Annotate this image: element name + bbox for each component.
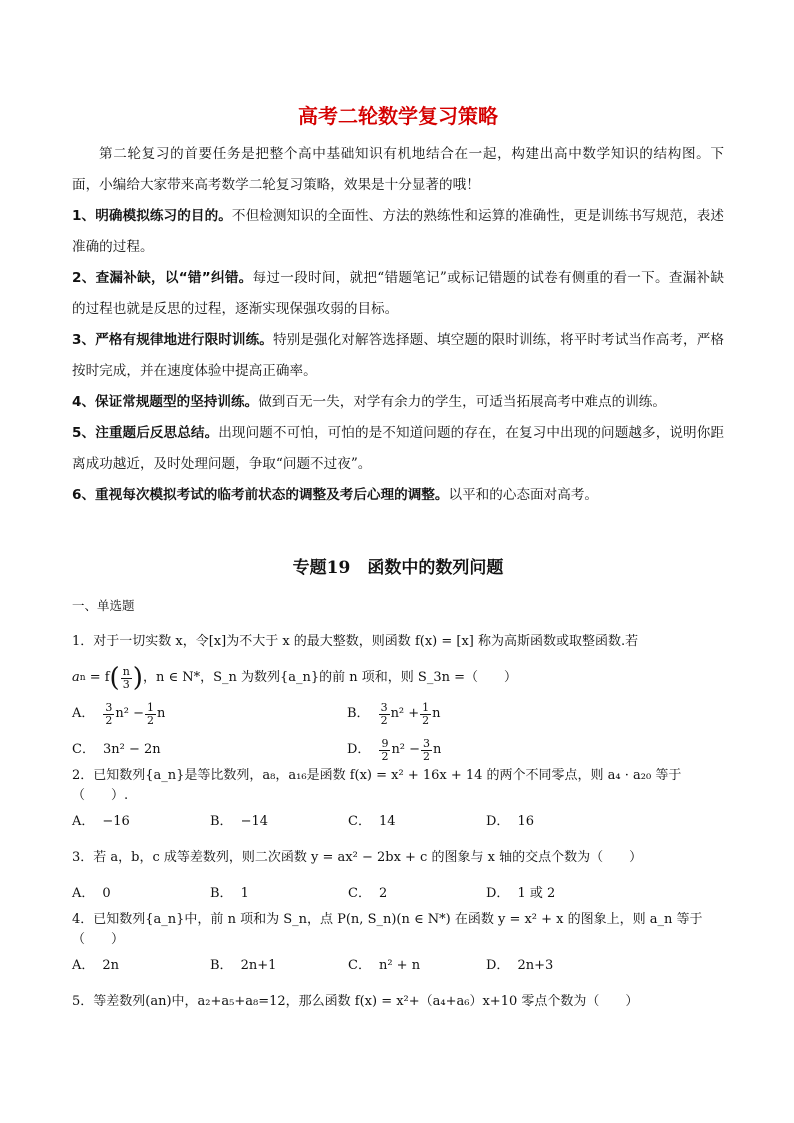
frac-num: 3 xyxy=(105,700,113,714)
fraction xyxy=(379,738,390,763)
option-text: 16 xyxy=(517,814,534,829)
option-label: D． xyxy=(486,814,510,829)
option-text: 2n xyxy=(102,958,120,973)
option-text: n xyxy=(433,742,442,757)
option-a[interactable] xyxy=(72,876,210,912)
question-1-options xyxy=(72,696,724,768)
option-text: n² − xyxy=(391,742,421,757)
strategy-body: 做到百无一失，对学有余力的学生，可适当拓展高考中难点的训练。 xyxy=(258,394,666,410)
strategy-body: 出现问题不可怕，可怕的是不知道问题的存在，在复习中出现的问题越多，说明你距离成功越近，及时处理问题，争取“问题不过夜”。 xyxy=(72,425,724,472)
q1-frac-den: 3 xyxy=(122,677,130,691)
question-4 xyxy=(72,912,724,984)
frac-den: 2 xyxy=(381,749,389,763)
fraction xyxy=(379,702,390,727)
option-label: A． xyxy=(72,706,95,721)
fraction xyxy=(145,702,156,727)
question-3 xyxy=(72,840,724,912)
option-c[interactable] xyxy=(348,948,486,984)
option-label: D． xyxy=(486,958,510,973)
option-label: B． xyxy=(347,706,370,721)
strategy-item xyxy=(72,418,724,480)
option-text: n² + xyxy=(390,706,420,721)
fraction xyxy=(420,702,431,727)
option-label: C． xyxy=(72,742,95,757)
frac-den: 2 xyxy=(380,713,388,727)
option-d[interactable] xyxy=(486,948,624,984)
question-5 xyxy=(72,984,724,1020)
option-label: A． xyxy=(72,958,95,973)
option-text: 2n+1 xyxy=(240,958,277,973)
option-text: n xyxy=(157,706,166,721)
option-d[interactable] xyxy=(486,876,624,912)
question-1 xyxy=(72,624,724,768)
frac-num: 3 xyxy=(380,700,388,714)
option-text: 2n+3 xyxy=(517,958,554,973)
option-text: n xyxy=(432,706,441,721)
strategy-heading: 1、明确模拟练习的目的。 xyxy=(72,208,232,224)
option-label: C． xyxy=(348,886,371,901)
frac-num: 3 xyxy=(423,736,431,750)
q1-frac-num: n xyxy=(122,664,130,678)
option-text: 2 xyxy=(378,886,388,901)
question-3-options xyxy=(72,876,724,912)
option-text: −14 xyxy=(240,814,268,829)
option-label: D． xyxy=(486,886,510,901)
q1-a-symbol: a xyxy=(72,670,80,685)
frac-den: 2 xyxy=(423,749,431,763)
option-b[interactable] xyxy=(347,696,622,732)
question-4-text: 4．已知数列{a_n}中，前 n 项和为 S_n，点 P(n, S_n)(n ∈ N*) 在函数 y = x² + x 的图象上，则 a_n 等于（ ） xyxy=(72,912,703,947)
question-4-options xyxy=(72,948,724,984)
option-label: A． xyxy=(72,814,95,829)
question-1-line-2: a n = f ( $\frac{n}{3}$ ) ，n ∈ N*，S_n 为数列{a_n}的前 n 项和，则 S_3n =（ ） xyxy=(72,663,518,693)
fraction xyxy=(103,702,114,727)
option-a[interactable] xyxy=(72,696,347,732)
question-3-text: 3．若 a，b，c 成等差数列，则二次函数 y = ax² − 2bx + c 的图象与 x 轴的交点个数为（ ） xyxy=(72,850,643,865)
strategy-list xyxy=(72,201,724,511)
fraction xyxy=(421,738,432,763)
question-2 xyxy=(72,768,724,840)
option-text: 3n² − 2n xyxy=(102,742,161,757)
option-label: B． xyxy=(210,886,233,901)
strategy-heading: 5、注重题后反思总结。 xyxy=(72,425,219,441)
strategy-heading: 6、重视每次模拟考试的临考前状态的调整及考后心理的调整。 xyxy=(72,487,449,503)
option-b[interactable] xyxy=(210,804,348,840)
option-text: −16 xyxy=(102,814,130,829)
q1-fraction xyxy=(121,666,132,691)
option-text: 0 xyxy=(102,886,111,901)
strategy-item xyxy=(72,480,724,511)
document-page xyxy=(72,100,724,1020)
section-label: 一、单选题 xyxy=(72,598,135,613)
frac-num: 9 xyxy=(381,736,389,750)
option-label: C． xyxy=(348,958,371,973)
option-c[interactable] xyxy=(72,732,347,768)
frac-den: 2 xyxy=(422,713,430,727)
option-text: n² − xyxy=(115,706,144,721)
option-c[interactable] xyxy=(348,804,486,840)
frac-den: 2 xyxy=(147,713,154,727)
option-d[interactable] xyxy=(486,804,624,840)
option-text: 14 xyxy=(378,814,396,829)
strategy-item xyxy=(72,201,724,263)
strategy-heading: 3、严格有规律地进行限时训练。 xyxy=(72,332,273,348)
question-1-line-1: 1．对于一切实数 x，令[x]为不大于 x 的最大整数，则函数 f(x) = [x] 称为高斯函数或取整函数.若 xyxy=(72,634,639,649)
section-title: 专题19 函数中的数列问题 xyxy=(292,558,504,578)
strategy-heading: 4、保证常规题型的坚持训练。 xyxy=(72,394,259,410)
option-text: 1 或 2 xyxy=(517,886,556,901)
intro-paragraph: 第二轮复习的首要任务是把整个高中基础知识有机地结合在一起，构建出高中数学知识的结构图。下面，小编给大家带来高考数学二轮复习策略，效果是十分显著的哦！ xyxy=(72,146,724,193)
frac-num: 1 xyxy=(422,700,430,714)
strategy-item xyxy=(72,387,724,418)
option-text: n² + n xyxy=(378,958,421,973)
option-d[interactable] xyxy=(347,732,622,768)
strategy-item xyxy=(72,325,724,387)
option-text: 1 xyxy=(240,886,249,901)
option-a[interactable] xyxy=(72,804,210,840)
option-b[interactable] xyxy=(210,876,348,912)
question-2-options xyxy=(72,804,724,840)
option-label: B． xyxy=(210,958,233,973)
question-2-text: 2．已知数列{a_n}是等比数列，a₈，a₁₆是函数 f(x) = x² + 16x + 14 的两个不同零点，则 a₄ · a₂₀ 等于（ ）. xyxy=(72,768,682,803)
option-label: A． xyxy=(72,886,95,901)
strategy-body: 特别是强化对解答选择题、填空题的限时训练，将平时考试当作高考，严格按时完成，并在速度体验中提高正确率。 xyxy=(72,332,724,379)
strategy-body: 不但检测知识的全面性、方法的熟练性和运算的准确性，更是训练书写规范，表述准确的过程。 xyxy=(72,208,724,255)
option-b[interactable] xyxy=(210,948,348,984)
option-label: B． xyxy=(210,814,233,829)
frac-num: 1 xyxy=(147,700,154,714)
question-5-text: 5．等差数列(an)中，a₂+a₅+a₈=12，那么函数 f(x) = x²+（a₄+a₆）x+10 零点个数为（ ） xyxy=(72,994,639,1009)
strategy-heading: 2、查漏补缺，以“错”纠错。 xyxy=(72,270,253,286)
frac-den: 2 xyxy=(105,713,113,727)
strategy-item xyxy=(72,263,724,325)
strategy-body: 以平和的心态面对高考。 xyxy=(448,487,599,503)
option-label: D． xyxy=(347,742,371,757)
option-c[interactable] xyxy=(348,876,486,912)
page-title: 高考二轮数学复习策略 xyxy=(298,104,498,128)
option-a[interactable] xyxy=(72,948,210,984)
strategy-body: 每过一段时间，就把“错题笔记”或标记错题的试卷有侧重的看一下。查漏补缺的过程也就是反思的过程，逐渐实现保强攻弱的目标。 xyxy=(72,270,724,317)
q1-line2-post: ，n ∈ N*，S_n 为数列{a_n}的前 n 项和，则 S_3n =（ ） xyxy=(142,670,518,685)
option-label: C． xyxy=(348,814,371,829)
q1-f-text: = f xyxy=(89,670,110,685)
